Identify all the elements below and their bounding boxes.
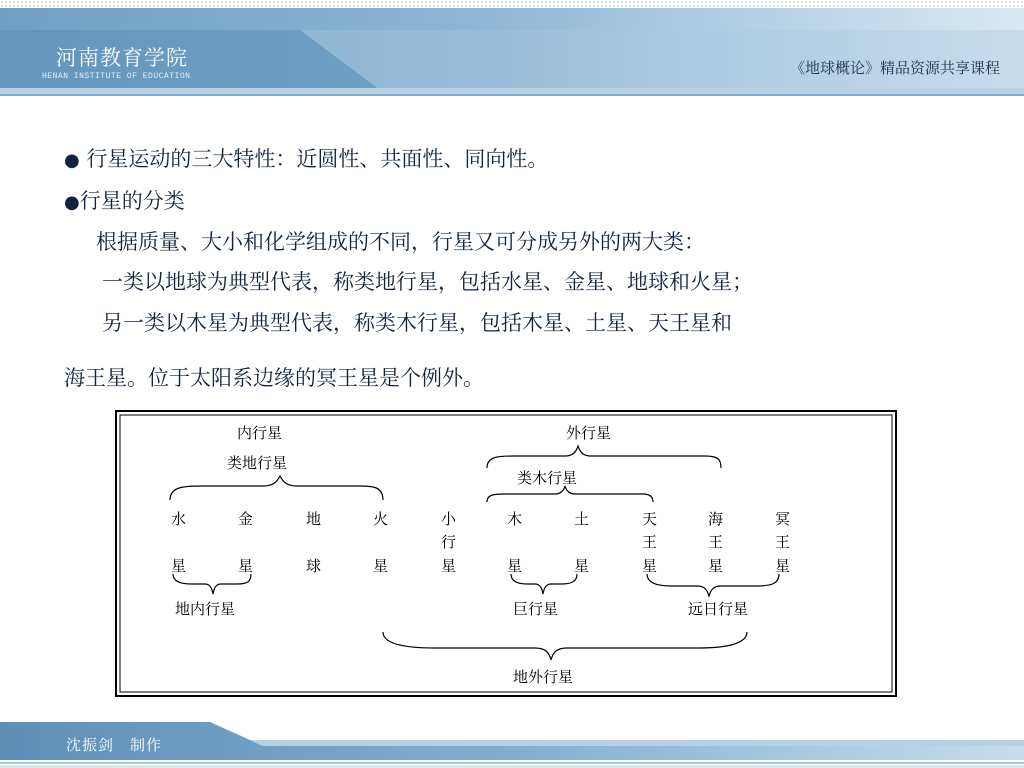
planet-char: 星 (238, 557, 254, 575)
planet-char: 海 (708, 510, 724, 528)
institute-name-en: HENAN INSTITUTE OF EDUCATION (42, 72, 191, 81)
planet-char: 王 (775, 533, 791, 551)
text-line-3: 根据质量、大小和化学组成的不同，行星又可分成另外的两大类： (96, 230, 705, 254)
planet-char: 水 (171, 510, 187, 528)
author-credit: 沈振剑 制作 (66, 736, 163, 754)
classification-heading: 行星的分类 (79, 189, 185, 213)
text-line-2 (64, 185, 185, 215)
label-terrestrial: 类地行星 (227, 454, 288, 472)
planet-char: 行 (441, 533, 457, 551)
label-outer-planets: 外行星 (566, 424, 612, 442)
planet-char: 星 (507, 557, 523, 575)
label-inner-planets: 内行星 (237, 424, 283, 442)
planet-char: 王 (642, 533, 658, 551)
planet-char: 星 (171, 557, 187, 575)
planet-char: 土 (574, 510, 590, 528)
footer-banner (0, 718, 1024, 768)
institute-name-cn: 河南教育学院 (56, 46, 188, 70)
planet-char: 地 (306, 510, 322, 528)
planet-char: 天 (642, 510, 658, 528)
label-near-sun: 地内行星 (175, 600, 236, 618)
label-far-sun: 远日行星 (688, 600, 749, 618)
planet-char: 星 (642, 557, 658, 575)
text-line-4: 一类以地球为典型代表，称类地行星，包括水星、金星、地球和火星； (102, 270, 753, 294)
text-line-6: 海王星。位于太阳系边缘的冥王星是个例外。 (64, 366, 484, 390)
motion-characteristics: 行星运动的三大特性：近圆性、共面性、同向性。 (86, 147, 549, 171)
label-superior: 地外行星 (513, 668, 574, 686)
label-giant: 巨行星 (513, 600, 559, 618)
label-jovian: 类木行星 (517, 469, 578, 487)
bullet-icon: ● (64, 150, 80, 171)
planet-char: 星 (574, 557, 590, 575)
planet-char: 王 (708, 533, 724, 551)
course-title: 《地球概论》精品资源共享课程 (789, 59, 1000, 77)
planet-char: 火 (373, 510, 389, 528)
planet-char: 星 (441, 557, 457, 575)
bullet-icon: ● (64, 192, 80, 213)
text-line-1 (64, 143, 548, 173)
planet-classification-diagram (115, 410, 897, 697)
planet-char: 木 (507, 510, 523, 528)
planet-char: 小 (441, 510, 457, 528)
text-line-5: 另一类以木星为典型代表，称类木行星，包括木星、土星、天王星和 (102, 311, 732, 335)
planet-char: 星 (775, 557, 791, 575)
header-banner (0, 0, 1024, 100)
planet-char: 球 (306, 557, 322, 575)
planet-char: 金 (238, 510, 254, 528)
planet-char: 冥 (775, 510, 791, 528)
planet-char: 星 (708, 557, 724, 575)
planet-char: 星 (373, 557, 389, 575)
